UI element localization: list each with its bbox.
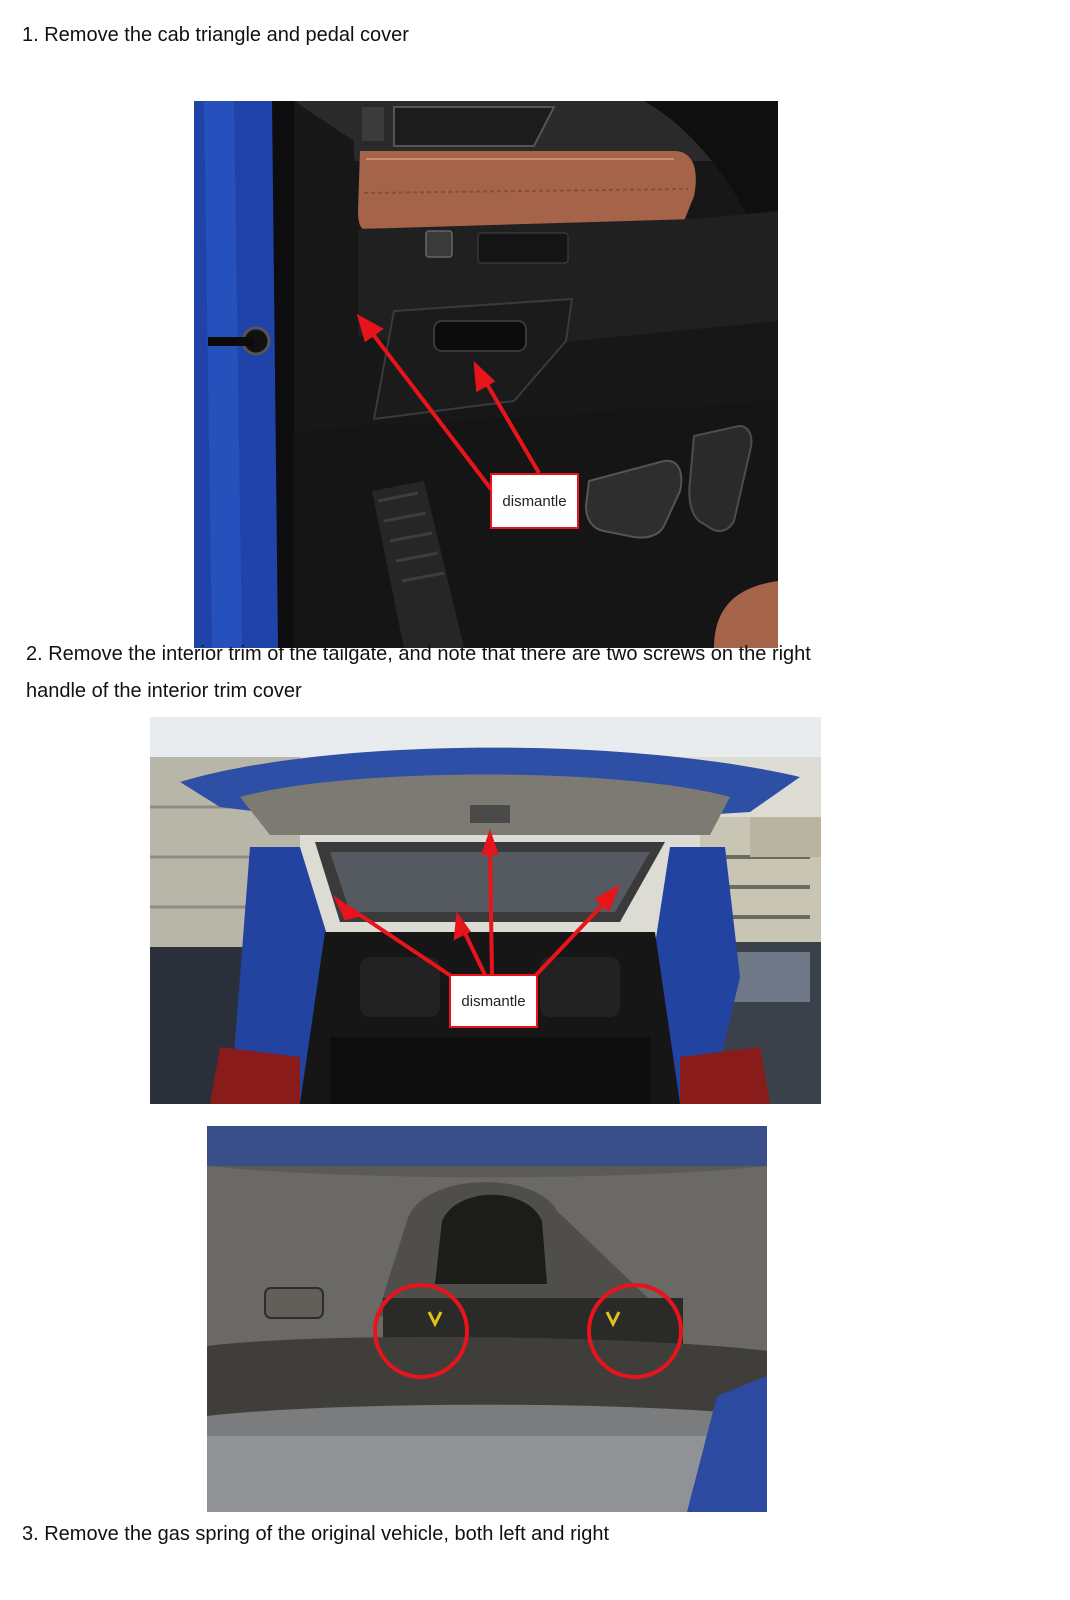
dismantle-label-2: dismantle [449, 974, 538, 1028]
cab-pedal-cover-photo [194, 101, 778, 648]
step-1-text: 1. Remove the cab triangle and pedal cover [22, 24, 409, 46]
dismantle-label-1: dismantle [490, 473, 579, 529]
step-2-text-line-2: handle of the interior trim cover [26, 680, 302, 702]
step-3-text: 3. Remove the gas spring of the original vehicle, both left and right [22, 1523, 610, 1545]
step-2-text-line-1: 2. Remove the interior trim of the tailgate, and note that there are two screws on the right [26, 643, 811, 665]
trim-cover-handle-screws-photo [207, 1126, 767, 1512]
tailgate-interior-trim-photo [150, 717, 821, 1104]
